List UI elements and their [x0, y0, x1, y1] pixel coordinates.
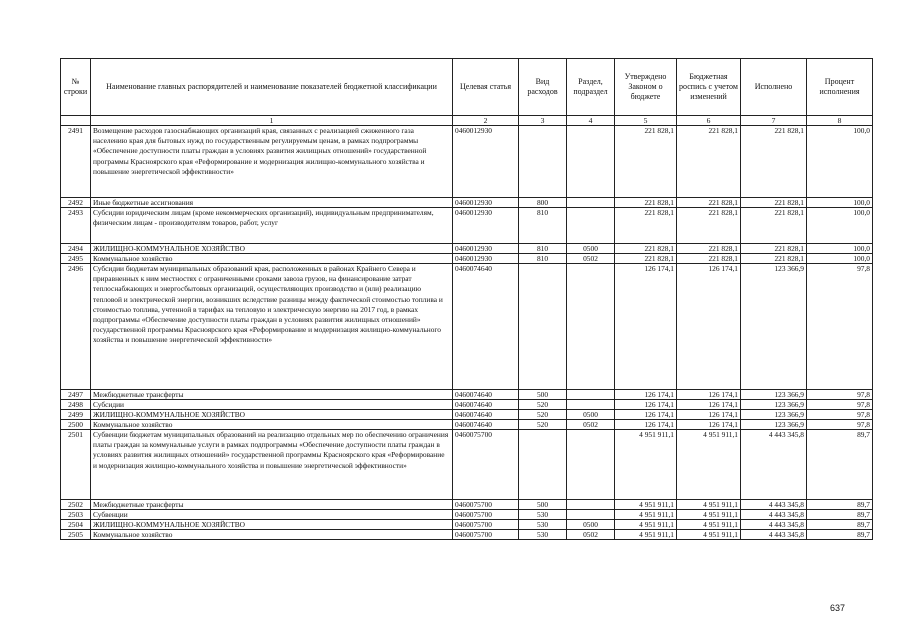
row-number-cell: 2504 [61, 520, 91, 530]
row-target-article-cell: 0460075700 [453, 430, 519, 500]
table-row [61, 410, 873, 420]
row-target-article-cell: 0460075700 [453, 530, 519, 540]
column-number: 4 [567, 116, 615, 126]
row-budget-list-cell: 221 828,1 [677, 244, 741, 254]
row-target-article-cell: 0460074640 [453, 410, 519, 420]
row-expense-type-cell: 520 [519, 420, 567, 430]
table-row [61, 390, 873, 400]
row-approved-cell: 221 828,1 [615, 254, 677, 264]
row-approved-cell: 221 828,1 [615, 244, 677, 254]
row-budget-list-cell: 221 828,1 [677, 254, 741, 264]
row-number-cell: 2494 [61, 244, 91, 254]
row-expense-type-cell [519, 126, 567, 198]
row-section-cell [567, 390, 615, 400]
table-row [61, 198, 873, 208]
row-section-cell [567, 198, 615, 208]
row-percent-cell: 89,7 [807, 500, 873, 510]
row-percent-cell: 89,7 [807, 430, 873, 500]
row-executed-cell: 4 443 345,8 [741, 430, 807, 500]
row-number-cell: 2495 [61, 254, 91, 264]
row-approved-cell: 4 951 911,1 [615, 530, 677, 540]
row-percent-cell: 97,8 [807, 390, 873, 400]
row-section-cell [567, 500, 615, 510]
row-executed-cell: 4 443 345,8 [741, 530, 807, 540]
row-percent-cell: 89,7 [807, 530, 873, 540]
row-approved-cell: 126 174,1 [615, 390, 677, 400]
row-target-article-cell: 0460075700 [453, 510, 519, 520]
table-row [61, 500, 873, 510]
table-row [61, 254, 873, 264]
row-section-cell: 0500 [567, 520, 615, 530]
row-target-article-cell: 0460074640 [453, 400, 519, 410]
row-budget-list-cell: 221 828,1 [677, 126, 741, 198]
row-executed-cell: 221 828,1 [741, 244, 807, 254]
row-name-cell: Межбюджетные трансферты [91, 390, 453, 400]
row-executed-cell: 123 366,9 [741, 410, 807, 420]
column-number: 5 [615, 116, 677, 126]
row-name-cell: Субвенции бюджетам муниципальных образований на реализацию отдельных мер по обеспечению ограничения платы граждан за коммунальные услуги в рамках подпрограммы «Обеспечение доступности платы граждан в условиях развития жилищных отношений» государственной программы Красноярского края «Реформирование и модернизация жилищно-коммунального хозяйства и повышение энергетической эффективности» [91, 430, 453, 500]
row-approved-cell: 4 951 911,1 [615, 520, 677, 530]
row-approved-cell: 4 951 911,1 [615, 500, 677, 510]
row-number-cell: 2491 [61, 126, 91, 198]
row-percent-cell: 89,7 [807, 520, 873, 530]
row-number-cell: 2499 [61, 410, 91, 420]
header-row [61, 59, 873, 116]
row-expense-type-cell: 520 [519, 410, 567, 420]
row-budget-list-cell: 4 951 911,1 [677, 520, 741, 530]
row-section-cell: 0500 [567, 410, 615, 420]
row-approved-cell: 126 174,1 [615, 400, 677, 410]
row-section-cell [567, 264, 615, 390]
row-target-article-cell: 0460074640 [453, 420, 519, 430]
row-target-article-cell: 0460012930 [453, 126, 519, 198]
row-budget-list-cell: 4 951 911,1 [677, 500, 741, 510]
table-row [61, 244, 873, 254]
row-number-cell: 2503 [61, 510, 91, 520]
table-row [61, 530, 873, 540]
column-number: 1 [91, 116, 453, 126]
header-approved: Утверждено Законом о бюджете [615, 59, 677, 116]
row-section-cell [567, 208, 615, 244]
row-name-cell: Субсидии бюджетам муниципальных образований края, расположенных в районах Крайнего Севера и приравненных к ним местностях с ограниченными сроками завоза грузов, на финансирование затрат теплоснабжающих и энергосбытовых организаций, осуществляющих производство и (или) реализацию тепловой и электрической энергии, возникших вследствие разницы между фактической стоимостью топлива и стоимостью топлива, учтенной в тарифах на тепловую и электрическую энергию на 2017 год, в рамках подпрограммы «Обеспечение доступности платы граждан в условиях развития жилищных отношений» государственной программы Красноярского края «Реформирование и модернизация жилищно-коммунального хозяйства и повышение энергетической эффективности» [91, 264, 453, 390]
row-percent-cell: 100,0 [807, 126, 873, 198]
row-name-cell: ЖИЛИЩНО-КОММУНАЛЬНОЕ ХОЗЯЙСТВО [91, 410, 453, 420]
header-budget-list: Бюджетная роспись с учетом изменений [677, 59, 741, 116]
row-name-cell: Коммунальное хозяйство [91, 254, 453, 264]
row-section-cell: 0502 [567, 254, 615, 264]
row-name-cell: ЖИЛИЩНО-КОММУНАЛЬНОЕ ХОЗЯЙСТВО [91, 244, 453, 254]
row-approved-cell: 126 174,1 [615, 264, 677, 390]
row-section-cell: 0502 [567, 530, 615, 540]
budget-table [60, 58, 873, 540]
row-budget-list-cell: 4 951 911,1 [677, 530, 741, 540]
row-percent-cell: 97,8 [807, 420, 873, 430]
row-expense-type-cell: 520 [519, 400, 567, 410]
row-executed-cell: 123 366,9 [741, 400, 807, 410]
row-number-cell: 2497 [61, 390, 91, 400]
row-number-cell: 2492 [61, 198, 91, 208]
row-approved-cell: 4 951 911,1 [615, 430, 677, 500]
table-row [61, 126, 873, 198]
row-approved-cell: 221 828,1 [615, 126, 677, 198]
column-number [61, 116, 91, 126]
row-executed-cell: 4 443 345,8 [741, 520, 807, 530]
row-name-cell: Межбюджетные трансферты [91, 500, 453, 510]
row-percent-cell: 100,0 [807, 208, 873, 244]
column-number: 8 [807, 116, 873, 126]
row-name-cell: ЖИЛИЩНО-КОММУНАЛЬНОЕ ХОЗЯЙСТВО [91, 520, 453, 530]
row-percent-cell: 100,0 [807, 198, 873, 208]
row-approved-cell: 221 828,1 [615, 198, 677, 208]
row-expense-type-cell: 500 [519, 500, 567, 510]
row-percent-cell: 100,0 [807, 254, 873, 264]
row-percent-cell: 97,8 [807, 400, 873, 410]
row-section-cell [567, 510, 615, 520]
page-number: 637 [829, 603, 845, 613]
row-expense-type-cell [519, 430, 567, 500]
row-executed-cell: 4 443 345,8 [741, 500, 807, 510]
column-number: 6 [677, 116, 741, 126]
row-target-article-cell: 0460012930 [453, 244, 519, 254]
row-number-cell: 2501 [61, 430, 91, 500]
table-body [61, 126, 873, 540]
table-row [61, 420, 873, 430]
row-budget-list-cell: 126 174,1 [677, 264, 741, 390]
row-approved-cell: 4 951 911,1 [615, 510, 677, 520]
row-section-cell [567, 400, 615, 410]
row-executed-cell: 123 366,9 [741, 390, 807, 400]
row-section-cell [567, 430, 615, 500]
row-expense-type-cell: 530 [519, 520, 567, 530]
table-row [61, 510, 873, 520]
row-expense-type-cell: 810 [519, 244, 567, 254]
row-budget-list-cell: 126 174,1 [677, 410, 741, 420]
row-approved-cell: 221 828,1 [615, 208, 677, 244]
column-numbers-row [61, 116, 873, 126]
header-executed: Исполнено [741, 59, 807, 116]
row-number-cell: 2493 [61, 208, 91, 244]
table-row [61, 264, 873, 390]
row-budget-list-cell: 4 951 911,1 [677, 430, 741, 500]
header-percent: Процент исполнения [807, 59, 873, 116]
row-expense-type-cell: 800 [519, 198, 567, 208]
header-row-no: № строки [61, 59, 91, 116]
table-row [61, 520, 873, 530]
row-expense-type-cell: 810 [519, 254, 567, 264]
row-percent-cell: 89,7 [807, 510, 873, 520]
row-expense-type-cell [519, 264, 567, 390]
row-executed-cell: 4 443 345,8 [741, 510, 807, 520]
row-target-article-cell: 0460074640 [453, 390, 519, 400]
row-executed-cell: 221 828,1 [741, 198, 807, 208]
row-name-cell: Иные бюджетные ассигнования [91, 198, 453, 208]
table-row [61, 208, 873, 244]
row-target-article-cell: 0460075700 [453, 520, 519, 530]
column-number: 2 [453, 116, 519, 126]
row-executed-cell: 221 828,1 [741, 208, 807, 244]
column-number: 7 [741, 116, 807, 126]
row-name-cell: Коммунальное хозяйство [91, 420, 453, 430]
row-executed-cell: 221 828,1 [741, 126, 807, 198]
row-number-cell: 2498 [61, 400, 91, 410]
header-section: Раздел, подраздел [567, 59, 615, 116]
row-section-cell: 0500 [567, 244, 615, 254]
row-target-article-cell: 0460012930 [453, 198, 519, 208]
row-budget-list-cell: 4 951 911,1 [677, 510, 741, 520]
row-approved-cell: 126 174,1 [615, 410, 677, 420]
row-target-article-cell: 0460012930 [453, 208, 519, 244]
row-target-article-cell: 0460074640 [453, 264, 519, 390]
row-expense-type-cell: 500 [519, 390, 567, 400]
row-section-cell [567, 126, 615, 198]
row-name-cell: Коммунальное хозяйство [91, 530, 453, 540]
row-budget-list-cell: 126 174,1 [677, 390, 741, 400]
row-executed-cell: 221 828,1 [741, 254, 807, 264]
row-executed-cell: 123 366,9 [741, 420, 807, 430]
row-name-cell: Возмещение расходов газоснабжающих организаций края, связанных с реализацией сжиженного газа населению края для бытовых нужд по государственным регулируемым ценам, в рамках подпрограммы «Обеспечение доступности платы граждан в условиях развития жилищных отношений» государственной программы Красноярского края «Реформирование и модернизация жилищно-коммунального хозяйства и повышение энергетической эффективности» [91, 126, 453, 198]
row-percent-cell: 100,0 [807, 244, 873, 254]
header-target-article: Целевая статья [453, 59, 519, 116]
row-number-cell: 2505 [61, 530, 91, 540]
row-expense-type-cell: 810 [519, 208, 567, 244]
row-name-cell: Субсидии юридическим лицам (кроме некоммерческих организаций), индивидуальным предпринимателям, физическим лицам - производителям товаров, работ, услуг [91, 208, 453, 244]
row-budget-list-cell: 221 828,1 [677, 208, 741, 244]
header-name: Наименование главных распорядителей и наименование показателей бюджетной классификации [91, 59, 453, 116]
row-name-cell: Субсидии [91, 400, 453, 410]
budget-report-page [60, 58, 872, 540]
row-budget-list-cell: 126 174,1 [677, 420, 741, 430]
row-budget-list-cell: 221 828,1 [677, 198, 741, 208]
row-executed-cell: 123 366,9 [741, 264, 807, 390]
row-number-cell: 2496 [61, 264, 91, 390]
column-number: 3 [519, 116, 567, 126]
row-expense-type-cell: 530 [519, 510, 567, 520]
row-percent-cell: 97,8 [807, 410, 873, 420]
row-target-article-cell: 0460075700 [453, 500, 519, 510]
row-target-article-cell: 0460012930 [453, 254, 519, 264]
table-row [61, 400, 873, 410]
row-expense-type-cell: 530 [519, 530, 567, 540]
row-number-cell: 2502 [61, 500, 91, 510]
row-number-cell: 2500 [61, 420, 91, 430]
row-approved-cell: 126 174,1 [615, 420, 677, 430]
header-expense-type: Вид расходов [519, 59, 567, 116]
row-name-cell: Субвенции [91, 510, 453, 520]
row-section-cell: 0502 [567, 420, 615, 430]
row-percent-cell: 97,8 [807, 264, 873, 390]
table-row [61, 430, 873, 500]
row-budget-list-cell: 126 174,1 [677, 400, 741, 410]
